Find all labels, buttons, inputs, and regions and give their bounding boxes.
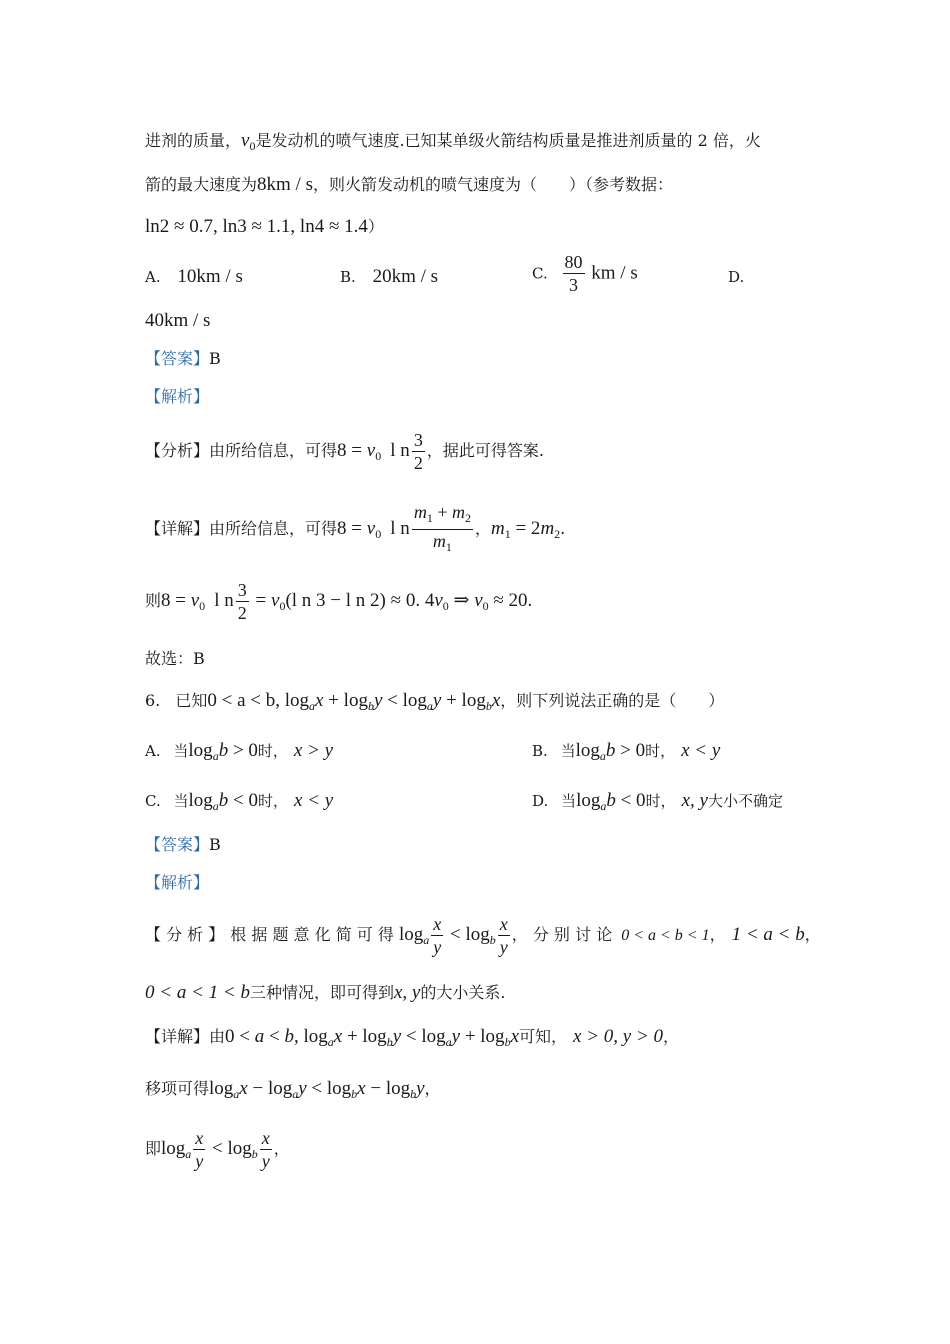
option-text: 大小不确定 bbox=[707, 792, 783, 810]
q5-answer bbox=[145, 348, 221, 370]
q5-stem-text: ，则火箭发动机的喷气速度为（ ）（参考数据： bbox=[312, 175, 673, 194]
ji-text: 即 bbox=[145, 1139, 162, 1158]
q6-option-d: D. 当$\log_ab < 0$时， x, y大小不确定 bbox=[532, 790, 783, 813]
fenxi-text: 由所给信息，可得 bbox=[209, 441, 338, 460]
q5-option-d-label bbox=[728, 266, 744, 288]
fenxi-text: 三种情况，即可得到 bbox=[249, 983, 394, 1002]
reference-values: ln2 ≈ 0.7, ln3 ≈ 1.1, ln4 ≈ 1.4 bbox=[145, 216, 368, 237]
fraction-numerator: 3 bbox=[413, 430, 423, 450]
option-text: 当 bbox=[560, 742, 576, 760]
fenxi-text: ，据此可得答案. bbox=[426, 441, 544, 460]
fraction-denominator: 2 bbox=[413, 453, 423, 473]
option-text: 时， bbox=[645, 742, 676, 760]
subscript: 0 bbox=[375, 527, 382, 541]
var-v0: v bbox=[366, 440, 376, 461]
q6-option-a: A. 当$\log_ab > 0$时， x > y bbox=[145, 740, 334, 763]
var-v0: v bbox=[366, 518, 376, 539]
fenxi-text: ， 分 别 讨 论 bbox=[511, 925, 613, 944]
option-label: A. bbox=[145, 742, 161, 760]
xiangjie-text: 由 bbox=[209, 1027, 226, 1046]
answer-tag: 【答案】 bbox=[145, 835, 210, 854]
subscript: 0 bbox=[375, 449, 382, 463]
option-text: 时， bbox=[645, 792, 676, 810]
fraction-numerator: 80 bbox=[564, 252, 583, 272]
answer-tag: 【答案】 bbox=[145, 349, 210, 368]
q5-choice bbox=[145, 648, 205, 670]
subscript: 0 bbox=[482, 599, 489, 613]
equation-part: (l n 3 − l n 2) bbox=[285, 590, 386, 611]
q5-stem-line1 bbox=[145, 130, 761, 157]
subscript: 1 bbox=[445, 540, 452, 554]
fraction-x-y: $\frac{x}{y}$ bbox=[261, 1128, 270, 1171]
var-m: m bbox=[451, 502, 465, 522]
case-condition: 0 < a < b < 1 bbox=[621, 927, 710, 944]
q5-xiangjie bbox=[145, 502, 565, 557]
vars-xy: x, y bbox=[393, 982, 421, 1003]
option-condition: < 0 bbox=[233, 790, 259, 811]
var-m: m bbox=[540, 518, 555, 539]
analysis-tag: 【解析】 bbox=[145, 873, 210, 892]
option-label: B. bbox=[340, 268, 356, 286]
subscript: 1 bbox=[426, 511, 433, 525]
case-condition: 1 < a < b bbox=[731, 924, 805, 945]
option-label: A. bbox=[145, 268, 161, 286]
fraction-x-y: $\frac{x}{y}$ bbox=[499, 914, 508, 957]
q5-option-d-value bbox=[145, 310, 210, 332]
punctuation: ， bbox=[424, 1079, 441, 1098]
var-m: m bbox=[432, 531, 446, 551]
var-v0: v bbox=[241, 130, 250, 151]
equation-part: 8 = bbox=[337, 440, 367, 461]
q5-stem-text: 箭的最大速度为 bbox=[145, 175, 258, 194]
q5-option-b bbox=[340, 266, 438, 288]
fenxi-tag: 【 分 析 】 bbox=[145, 925, 225, 944]
subscript: 0 bbox=[199, 599, 206, 613]
option-result: x > y bbox=[293, 740, 334, 761]
implies-symbol: ⇒ bbox=[448, 590, 475, 611]
choice-text: 故选：B bbox=[145, 649, 205, 668]
fraction-x-y: $\frac{x}{y}$ bbox=[433, 914, 442, 957]
case-condition: 0 < a < 1 < b bbox=[145, 982, 250, 1003]
q5-reference-data bbox=[145, 216, 384, 238]
option-value: 20km / s bbox=[372, 266, 439, 287]
option-condition: < 0 bbox=[620, 790, 646, 811]
q5-option-c bbox=[532, 252, 638, 295]
fraction-numerator: 3 bbox=[237, 580, 247, 600]
subscript: 0 bbox=[442, 599, 449, 613]
xiangjie-text: 由所给信息，可得 bbox=[209, 519, 338, 538]
equation-part: ≈ 0. 4 bbox=[385, 590, 435, 611]
punctuation: ， bbox=[273, 1139, 290, 1158]
fraction-denominator: 3 bbox=[569, 275, 578, 295]
var-v0: v bbox=[474, 590, 483, 611]
option-label: D. bbox=[728, 268, 745, 286]
max-speed: 8km / s bbox=[257, 174, 313, 195]
var-v0: v bbox=[190, 590, 200, 611]
equation-part: = bbox=[250, 590, 272, 611]
option-result: x < y bbox=[681, 740, 721, 761]
option-text: 时， bbox=[257, 742, 288, 760]
fenxi-text: 根 据 题 意 化 简 可 得 bbox=[230, 925, 394, 944]
q6-xiangjie: 【详解】由0 < a < b, $\log_ax + \log_by < \log_ay + \log_bx$可知， x > 0, y > 0， bbox=[145, 1026, 680, 1049]
q6-fenxi-line2 bbox=[145, 982, 505, 1004]
fraction-x-y: $\frac{x}{y}$ bbox=[195, 1128, 204, 1171]
q6-ji: 即$\log_a$ $\frac{x}{y}$ < $\log_b$ $\frac{x}{y}$ ， bbox=[145, 1128, 290, 1171]
q6-condition: 0 < a < b, log bbox=[207, 690, 310, 711]
equation-part: ≈ 20. bbox=[488, 590, 533, 611]
q5-then-equation bbox=[145, 578, 532, 629]
q5-analysis-heading bbox=[145, 386, 209, 408]
option-label: D. bbox=[532, 792, 549, 810]
subscript: 0 bbox=[249, 139, 256, 153]
var-v0: v bbox=[434, 590, 443, 611]
subscript: 2 bbox=[554, 527, 561, 541]
q6-option-b: B. 当$\log_ab > 0$时， x < y bbox=[532, 740, 721, 763]
option-result: x < y bbox=[294, 790, 334, 811]
q6-option-c: C. 当$\log_ab < 0$时， x < y bbox=[145, 790, 334, 813]
q5-stem-text: 是发动机的喷气速度.已知某单级火箭结构质量是推进剂质量的 2 倍，火 bbox=[255, 131, 761, 150]
option-unit: km / s bbox=[591, 262, 638, 284]
positivity-condition: x > 0, y > 0 bbox=[573, 1026, 664, 1047]
fraction-3-2 bbox=[412, 430, 425, 473]
option-value: 40km / s bbox=[145, 310, 211, 331]
punctuation: ， bbox=[474, 519, 491, 538]
option-condition: > 0 bbox=[620, 740, 646, 761]
ln-symbol: l n bbox=[390, 518, 410, 539]
fraction-80-3 bbox=[563, 252, 585, 295]
option-label: C. bbox=[145, 792, 161, 810]
fraction-mass-ratio bbox=[412, 502, 473, 557]
option-text: 当 bbox=[173, 742, 189, 760]
q6-fenxi-line1: 【 分 析 】 根 据 题 意 化 简 可 得 $\log_a$ $\frac{x}{y}$ < $\log_b$ $\frac{x}{y}$ ， 分 别 讨 论 0 < a < b < 1， 1 < a < b， bbox=[145, 914, 821, 957]
question-number: 6. bbox=[145, 691, 161, 710]
fenxi-text: 的大小关系. bbox=[420, 983, 506, 1002]
punctuation: . bbox=[560, 519, 566, 538]
q5-stem-text: 进剂的质量， bbox=[145, 131, 242, 150]
punctuation: ， bbox=[663, 1027, 680, 1046]
q5-stem-text: ） bbox=[367, 217, 384, 236]
q5-option-a bbox=[145, 266, 243, 288]
xiangjie-tag: 【详解】 bbox=[145, 519, 210, 538]
option-label: C. bbox=[532, 264, 548, 283]
option-label: B. bbox=[532, 742, 548, 760]
fenxi-tag: 【分析】 bbox=[145, 441, 210, 460]
ln-symbol: l n bbox=[390, 440, 410, 461]
yixiang-text: 移项可得 bbox=[145, 1079, 210, 1098]
q6-stem: 6. 已知0 < a < b, $\log_ax + \log_by < \log_ay + \log_bx$，则下列说法正确的是（ ） bbox=[145, 690, 725, 713]
fraction-3-2 bbox=[236, 580, 249, 623]
option-value: 10km / s bbox=[177, 266, 243, 287]
q5-fenxi bbox=[145, 428, 544, 479]
q6-yixiang: 移项可得$\log_ax - \log_ay < \log_bx - \log_by$， bbox=[145, 1078, 441, 1101]
option-text: 时， bbox=[258, 792, 289, 810]
option-condition: > 0 bbox=[232, 740, 258, 761]
q6-answer bbox=[145, 834, 221, 856]
var-v0: v bbox=[271, 590, 280, 611]
subscript: 0 bbox=[279, 599, 286, 613]
option-result: x, y bbox=[681, 790, 708, 811]
analysis-tag: 【解析】 bbox=[145, 387, 210, 406]
equation-part: = 2 bbox=[510, 518, 541, 539]
var-m: m bbox=[490, 518, 505, 539]
var-m: m bbox=[413, 502, 427, 522]
answer-value: B bbox=[209, 349, 221, 368]
option-text: 当 bbox=[173, 792, 189, 810]
q6-text: ，则下列说法正确的是（ ） bbox=[500, 691, 725, 710]
equation-part: 8 = bbox=[337, 518, 367, 539]
answer-value: B bbox=[209, 835, 221, 854]
q6-text: 已知 bbox=[175, 691, 208, 710]
fraction-denominator: 2 bbox=[237, 603, 247, 623]
option-text: 当 bbox=[561, 792, 577, 810]
q6-analysis-heading bbox=[145, 872, 209, 894]
subscript: 1 bbox=[504, 527, 511, 541]
q5-stem-line2 bbox=[145, 174, 673, 196]
xiangjie-text: 可知， bbox=[519, 1027, 568, 1046]
then-text: 则 bbox=[145, 591, 162, 610]
xiangjie-tag: 【详解】 bbox=[145, 1027, 210, 1046]
subscript: 2 bbox=[464, 511, 471, 525]
plus-sign: + bbox=[432, 502, 452, 522]
ln-symbol: l n bbox=[214, 590, 234, 611]
equation-part: 8 = bbox=[161, 590, 191, 611]
